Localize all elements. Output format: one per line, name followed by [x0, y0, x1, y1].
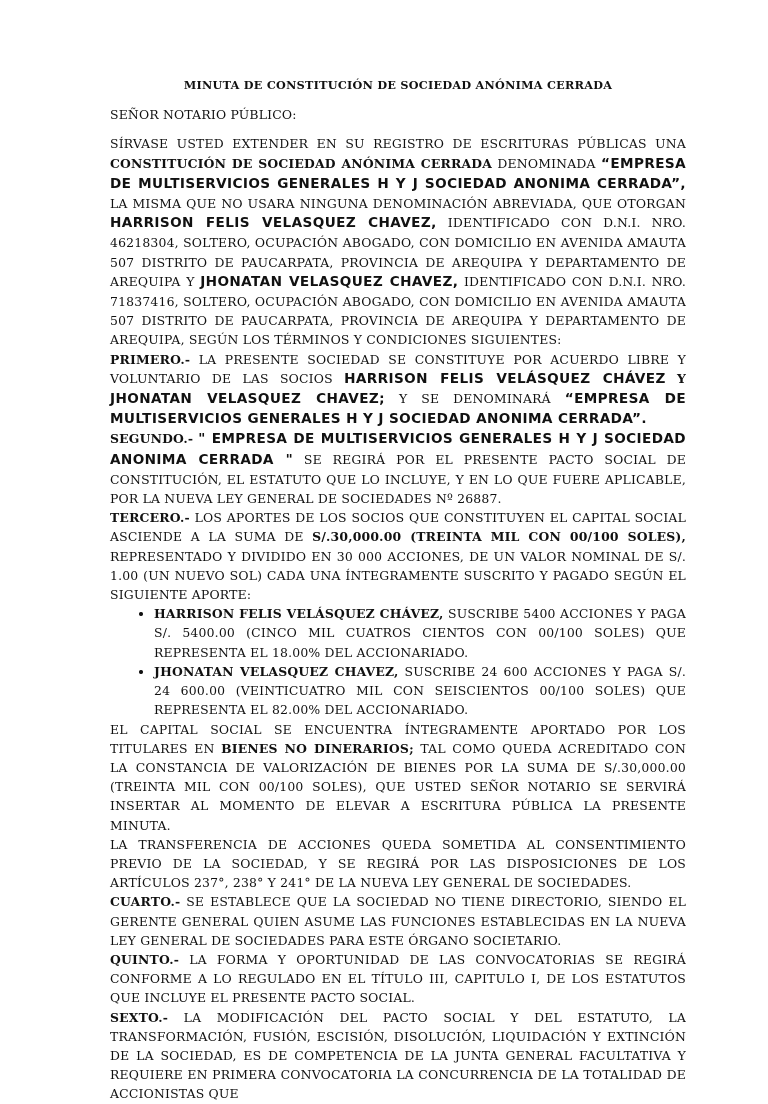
contribution-text: SUSCRIBE 24 600 ACCIONES Y PAGA S/. 24 600.00 (VEINTICUATRO MIL CON SEISCIENTOS 00/100 SOLES) QUE REPRESENTA EL 82.00% DEL ACCIONARIADO.	[154, 663, 687, 718]
partner-name: HARRISON FELIS VELÁSQUEZ CHÁVEZ,	[154, 606, 444, 622]
clause-text: LA FORMA Y OPORTUNIDAD DE LAS CONVOCATORIAS SE REGIRÁ CONFORME A LO REGULADO EN EL TÍTULO III, CAPITULO I, DE LOS ESTATUTOS QUE INCLUYE EL PRESENTE PACTO SOCIAL.	[110, 951, 686, 1006]
clause-text: EL CAPITAL SOCIAL SE ENCUENTRA ÍNTEGRAMENTE APORTADO POR LOS TITULARES EN	[110, 721, 686, 756]
clause-label: SEGUNDO.-	[110, 431, 194, 447]
partner-name: JHONATAN VELASQUEZ CHAVEZ;	[110, 391, 385, 408]
clause-text: LOS APORTES DE LOS SOCIOS QUE CONSTITUYEN EL CAPITAL SOCIAL ASCIENDE A LA SUMA DE	[110, 510, 687, 545]
capital-amount: S/.30,000.00 (TREINTA MIL CON 00/100 SOLES),	[312, 529, 686, 545]
company-name: " EMPRESA DE MULTISERVICIOS GENERALES H Y J SOCIEDAD ANONIMA CERRADA "	[110, 431, 686, 468]
company-name: “EMPRESA DE MULTISERVICIOS GENERALES H Y J SOCIEDAD ANONIMA CERRADA”,	[110, 155, 686, 192]
clause-label: PRIMERO.-	[110, 351, 191, 367]
clause-text: SE ESTABLECE QUE LA SOCIEDAD NO TIENE DIRECTORIO, SIENDO EL GERENTE GENERAL QUIEN ASUME LAS FUNCIONES ESTABLECIDAS EN LA NUEVA LEY GENERAL DE SOCIEDADES PARA ESTE ÓRGANO SOCIETARIO.	[110, 894, 686, 948]
clause-text: REPRESENTADO Y DIVIDIDO EN 30 000 ACCIONES, DE UN VALOR NOMINAL DE S/. 1.00 (UN NUEVO SOL) CADA UNA ÍNTEGRAMENTE SUSCRITO Y PAGADO SEGÚN EL SIGUIENTE APORTE:	[110, 548, 686, 603]
company-type: CONSTITUCIÓN DE SOCIEDAD ANÓNIMA CERRADA	[110, 155, 493, 171]
intro-text: LA MISMA QUE NO USARA NINGUNA DENOMINACIÓN ABREVIADA, QUE OTORGAN	[110, 196, 686, 212]
clause-text: TAL COMO QUEDA ACREDITADO CON LA CONSTANCIA DE VALORIZACIÓN DE BIENES POR LA SUMA DE S/.30,000.00 (TREINTA MIL CON 00/100 SOLES), QUE USTED SEÑOR NOTARIO SE SERVIRÁ INSERTAR AL MOMENTO DE ELEVAR A ESCRITURA PÚBLICA LA PRESENTE MINUTA.	[110, 740, 687, 833]
transfer-paragraph: LA TRANSFERENCIA DE ACCIONES QUEDA SOMETIDA AL CONSENTIMIENTO PREVIO DE LA SOCIEDAD, Y SE REGIRÁ POR LAS DISPOSICIONES DE LOS ARTÍCULOS 237°, 238° Y 241° DE LA NUEVA LEY GENERAL DE SOCIEDADES.	[110, 836, 686, 891]
clause-label: TERCERO.-	[110, 510, 190, 526]
clause-segundo	[110, 429, 686, 508]
contribution-text: SUSCRIBE 5400 ACCIONES Y PAGA S/. 5400.00 (CINCO MIL CUATROS CIENTOS CON 00/100 SOLES) QUE REPRESENTA EL 18.00% DEL ACCIONARIADO.	[154, 606, 687, 660]
contribution-list	[110, 604, 686, 719]
clause-label: CUARTO.-	[110, 894, 181, 910]
salutation: SEÑOR NOTARIO PÚBLICO:	[110, 107, 297, 123]
clause-text: SE REGIRÁ POR EL PRESENTE PACTO SOCIAL DE CONSTITUCIÓN, EL ESTATUTO QUE LO INCLUYE, Y EN LO QUE FUERE APLICABLE, POR LA NUEVA LEY GENERAL DE SOCIEDADES Nº 26887.	[110, 451, 686, 507]
clause-cuarto	[110, 892, 686, 950]
list-item	[154, 662, 686, 720]
list-item	[154, 604, 686, 662]
document-title: MINUTA DE CONSTITUCIÓN DE SOCIEDAD ANÓNIMA CERRADA	[183, 78, 613, 92]
clause-label: SEXTO.-	[110, 1009, 169, 1025]
document-page	[110, 76, 686, 1104]
clause-primero	[110, 350, 686, 430]
intro-text: DENOMINADA	[497, 155, 596, 171]
clause-text: Y	[676, 370, 687, 386]
clause-text: LA PRESENTE SOCIEDAD SE CONSTITUYE POR ACUERDO LIBRE Y VOLUNTARIO DE LAS SOCIOS	[110, 351, 686, 386]
emphasis-text: BIENES NO DINERARIOS;	[221, 740, 414, 756]
partner-details: IDENTIFICADO CON D.N.I. NRO. 71837416, SOLTERO, OCUPACIÓN ABOGADO, CON DOMICILIO EN AVENIDA AMAUTA 507 DISTRITO DE PAUCARPATA, PROVINCIA DE AREQUIPA Y DEPARTAMENTO DE AREQUIPA, SEGÚN LOS TÉRMINOS Y CONDICIONES SIGUIENTES:	[110, 273, 687, 348]
clause-text: Y SE DENOMINARÁ	[398, 391, 551, 407]
intro-paragraph	[110, 134, 686, 349]
partner-name: JHONATAN VELASQUEZ CHAVEZ,	[154, 663, 399, 679]
company-name: “EMPRESA DE MULTISERVICIOS GENERALES H Y J SOCIEDAD ANONIMA CERRADA”.	[110, 391, 687, 428]
partner-details: IDENTIFICADO CON D.N.I. NRO. 46218304, SOLTERO, OCUPACIÓN ABOGADO, CON DOMICILIO EN AVENIDA AMAUTA 507 DISTRITO DE PAUCARPATA, PROVINCIA DE AREQUIPA Y DEPARTAMENTO DE AREQUIPA Y	[110, 215, 687, 289]
capital-paragraph	[110, 720, 686, 835]
partner-name: HARRISON FELIS VELÁSQUEZ CHÁVEZ	[344, 370, 666, 387]
clause-text: LA MODIFICACIÓN DEL PACTO SOCIAL Y DEL ESTATUTO, LA TRANSFORMACIÓN, FUSIÓN, ESCISIÓN, DISOLUCIÓN, LIQUIDACIÓN Y EXTINCIÓN DE LA SOCIEDAD, ES DE COMPETENCIA DE LA JUNTA GENERAL FACULTATIVA Y REQUIERE EN PRIMERA CONVOCATORIA LA CONCURRENCIA DE LA TOTALIDAD DE ACCIONISTAS QUE	[110, 1009, 686, 1102]
clause-quinto	[110, 950, 686, 1008]
clause-label: QUINTO.-	[110, 951, 180, 967]
clause-tercero	[110, 508, 686, 604]
clause-sexto	[110, 1008, 686, 1104]
intro-text: SÍRVASE USTED EXTENDER EN SU REGISTRO DE ESCRITURAS PÚBLICAS UNA	[110, 136, 686, 152]
partner-name: HARRISON FELIS VELASQUEZ CHAVEZ,	[110, 215, 437, 232]
partner-name: JHONATAN VELASQUEZ CHAVEZ,	[200, 273, 459, 290]
